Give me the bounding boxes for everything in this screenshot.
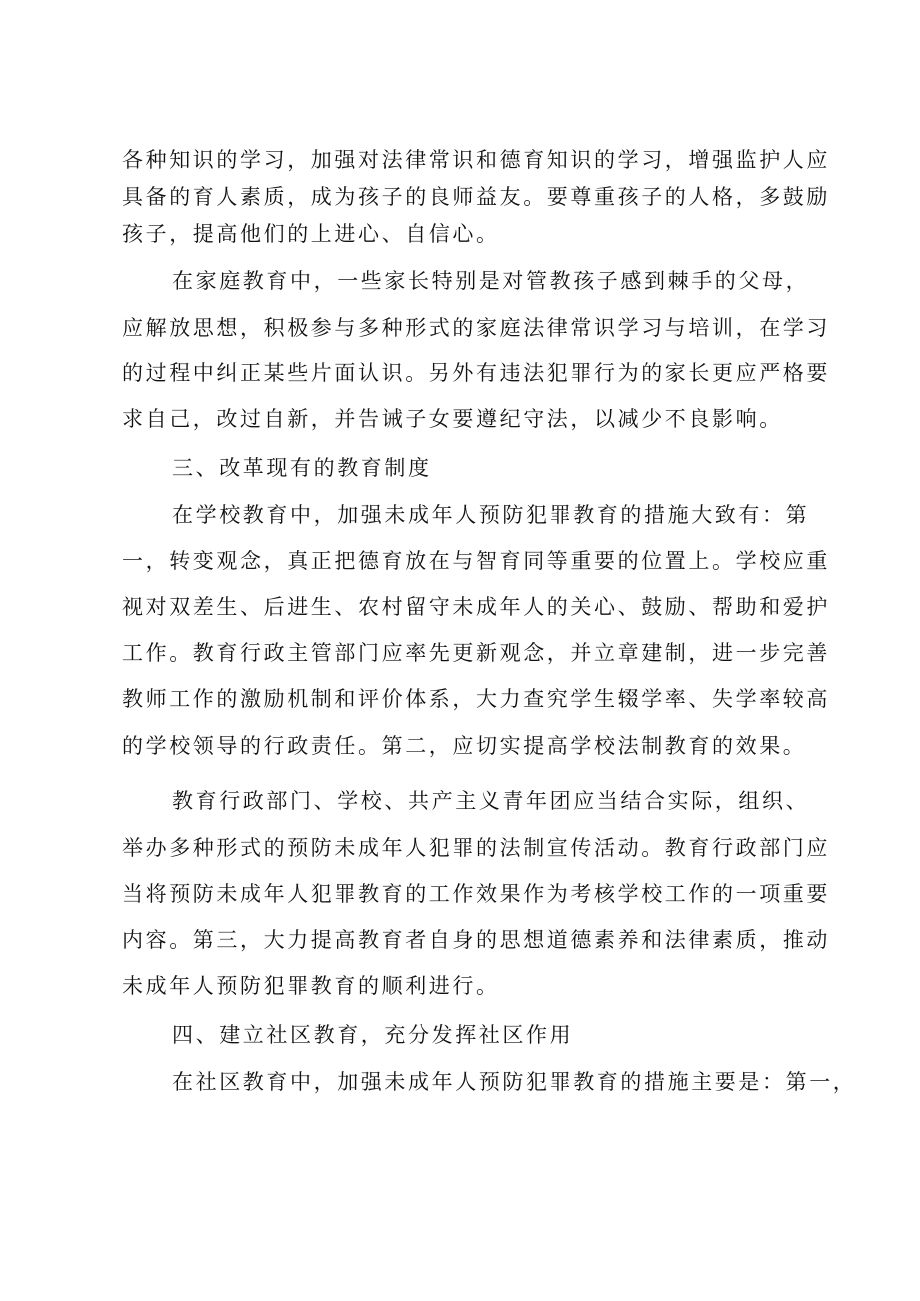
text-line: 工作。教育行政主管部门应率先更新观念，并立章建制，进一步完善	[122, 641, 830, 665]
text-line: 求自己，改过自新，并告诫子女要遵纪守法，以减少不良影响。	[122, 407, 783, 431]
paragraph-first-line: 在学校教育中，加强未成年人预防犯罪教育的措施大致有：第	[172, 503, 810, 527]
text-line: 一，转变观念，真正把德育放在与智育同等重要的位置上。学校应重	[122, 549, 830, 573]
section-heading: 三、改革现有的教育制度	[172, 456, 432, 480]
section-heading: 四、建立社区教育，充分发挥社区作用	[172, 1023, 574, 1047]
text-line: 教师工作的激励机制和评价体系，大力查究学生辍学率、失学率较高	[122, 687, 830, 711]
paragraph-first-line: 在家庭教育中，一些家长特别是对管教孩子感到棘手的父母，	[172, 269, 810, 293]
text-line: 的学校领导的行政责任。第二，应切实提高学校法制教育的效果。	[122, 734, 807, 758]
paragraph-first-line: 在社区教育中，加强未成年人预防犯罪教育的措施主要是：第一，	[172, 1070, 857, 1094]
text-line: 孩子，提高他们的上进心、自信心。	[122, 222, 500, 246]
text-line: 的过程中纠正某些片面认识。另外有违法犯罪行为的家长更应严格要	[122, 361, 830, 385]
text-line: 内容。第三，大力提高教育者自身的思想道德素养和法律素质，推动	[122, 928, 830, 952]
text-line: 各种知识的学习，加强对法律常识和德育知识的学习，增强监护人应	[122, 148, 830, 172]
text-line: 举办多种形式的预防未成年人犯罪的法制宣传活动。教育行政部门应	[122, 836, 830, 860]
text-line: 应解放思想，积极参与多种形式的家庭法律常识学习与培训，在学习	[122, 316, 830, 340]
text-line: 当将预防未成年人犯罪教育的工作效果作为考核学校工作的一项重要	[122, 882, 830, 906]
text-line: 视对双差生、后进生、农村留守未成年人的关心、鼓励、帮助和爱护	[122, 595, 830, 619]
text-line: 具备的育人素质，成为孩子的良师益友。要尊重孩子的人格，多鼓励	[122, 185, 830, 209]
text-line: 未成年人预防犯罪教育的顺利进行。	[122, 974, 500, 998]
paragraph-first-line: 教育行政部门、学校、共产主义青年团应当结合实际，组织、	[172, 789, 810, 813]
